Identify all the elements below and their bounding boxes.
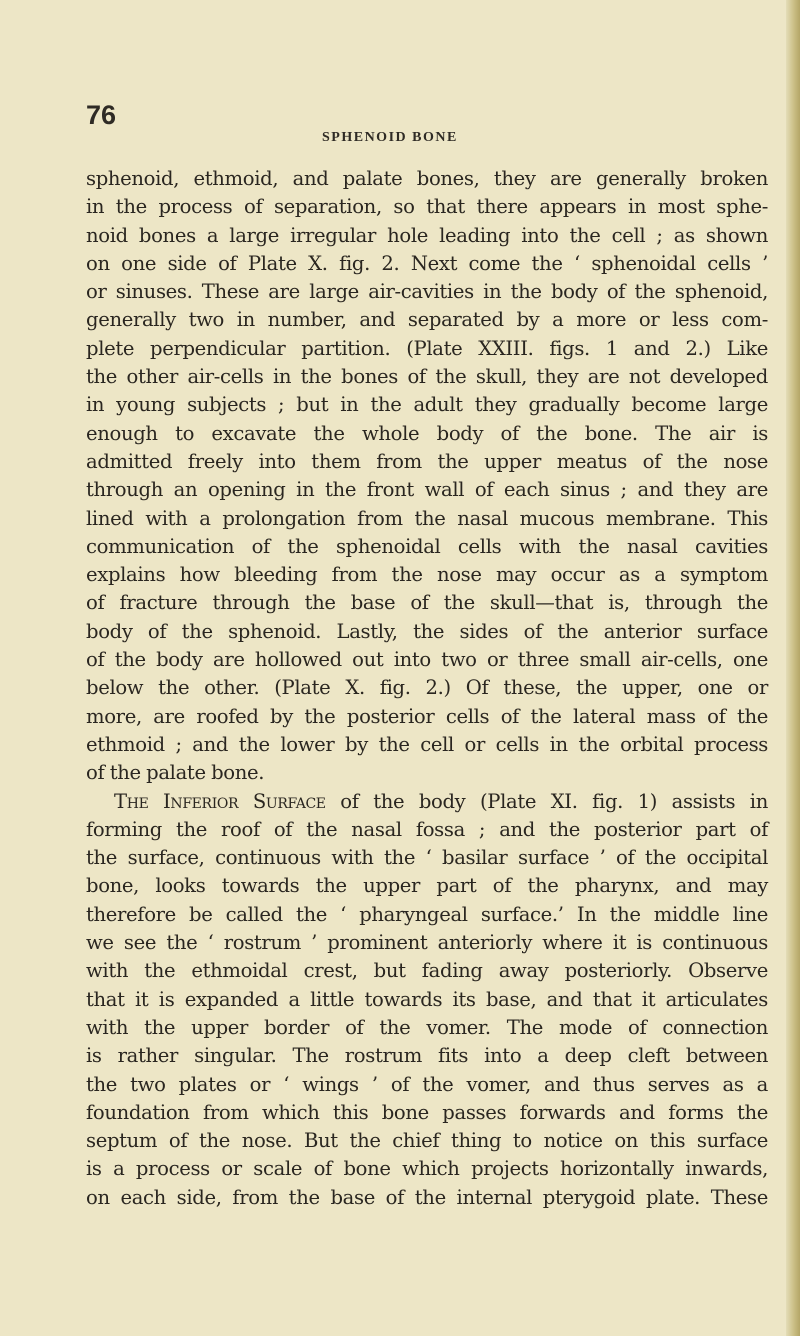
- text-line: ethmoid ; and the lower by the cell or cells in the orbital process: [86, 732, 768, 756]
- text-line: body of the sphenoid. Lastly, the sides of the anterior surface: [86, 619, 768, 643]
- page-header: [66, 100, 766, 145]
- text-line: of the body are hollowed out into two or three small air-cells, one: [86, 648, 768, 672]
- text-line: sphenoid, ethmoid, and palate bones, they are generally broken: [86, 167, 768, 190]
- text-line: is a process or scale of bone which projects horizontally inwards,: [86, 1157, 768, 1181]
- text-line: lined with a prolongation from the nasal mucous membrane. This: [86, 506, 768, 530]
- text-line: of fracture through the base of the skull—that is, through the: [86, 591, 768, 615]
- text-fragment: of the body (Plate XI. fig. 1) assists in: [340, 789, 768, 813]
- text-line: in young subjects ; but in the adult they gradually become large: [86, 393, 768, 417]
- text-line: in the process of separation, so that there appears in most sphe-: [86, 195, 768, 219]
- text-line: of the palate bone.: [86, 761, 265, 785]
- text-line: below the other. (Plate X. fig. 2.) Of these, the upper, one or: [86, 676, 768, 700]
- text-line: on one side of Plate X. fig. 2. Next come the ‘ sphenoidal cells ’: [86, 251, 768, 275]
- text-line: through an opening in the front wall of each sinus ; and they are: [86, 478, 768, 502]
- paragraph-2: [86, 788, 768, 1212]
- section-heading-inline: The Inferior Surface: [114, 789, 326, 813]
- text-line: therefore be called the ‘ pharyngeal surface.’ In the middle line: [86, 902, 768, 926]
- text-line: foundation from which this bone passes forwards and forms the: [86, 1100, 768, 1124]
- text-line: with the ethmoidal crest, but fading away posteriorly. Observe: [86, 959, 768, 983]
- text-line: septum of the nose. But the chief thing to notice on this surface: [86, 1129, 768, 1153]
- text-line: with the upper border of the vomer. The mode of connection: [86, 1015, 768, 1039]
- text-line: noid bones a large irregular hole leading into the cell ; as shown: [86, 223, 768, 247]
- page-edge: [786, 0, 800, 1336]
- running-head: SPHENOID BONE: [322, 130, 458, 145]
- text-line: the other air-cells in the bones of the skull, they are not developed: [86, 365, 768, 389]
- text-line: plete perpendicular partition. (Plate XXIII. figs. 1 and 2.) Like: [86, 336, 768, 360]
- text-line: on each side, from the base of the internal pterygoid plate. These: [86, 1185, 768, 1209]
- text-line: communication of the sphenoidal cells with the nasal cavities: [86, 534, 768, 558]
- text-line: admitted freely into them from the upper meatus of the nose: [86, 449, 768, 473]
- text-line: enough to excavate the whole body of the bone. The air is: [86, 421, 768, 445]
- paragraph-1: [86, 165, 768, 788]
- text-line: the surface, continuous with the ‘ basilar surface ’ of the occipital: [86, 846, 768, 870]
- text-line: [86, 788, 768, 816]
- text-line: we see the ‘ rostrum ’ prominent anteriorly where it is continuous: [86, 931, 768, 955]
- text-line: the two plates or ‘ wings ’ of the vomer, and thus serves as a: [86, 1072, 768, 1096]
- text-line: forming the roof of the nasal fossa ; and the posterior part of: [86, 817, 768, 841]
- body-text: [86, 165, 768, 1212]
- text-line: more, are roofed by the posterior cells of the lateral mass of the: [86, 704, 768, 728]
- text-line: bone, looks towards the upper part of the pharynx, and may: [86, 874, 768, 898]
- text-line: that it is expanded a little towards its base, and that it articulates: [86, 987, 768, 1011]
- text-line: is rather singular. The rostrum fits into a deep cleft between: [86, 1044, 768, 1068]
- text-line: generally two in number, and separated by a more or less com-: [86, 308, 768, 332]
- text-line: explains how bleeding from the nose may occur as a symptom: [86, 563, 768, 587]
- text-line: or sinuses. These are large air-cavities in the body of the sphenoid,: [86, 280, 768, 304]
- page-number: 76: [86, 100, 117, 130]
